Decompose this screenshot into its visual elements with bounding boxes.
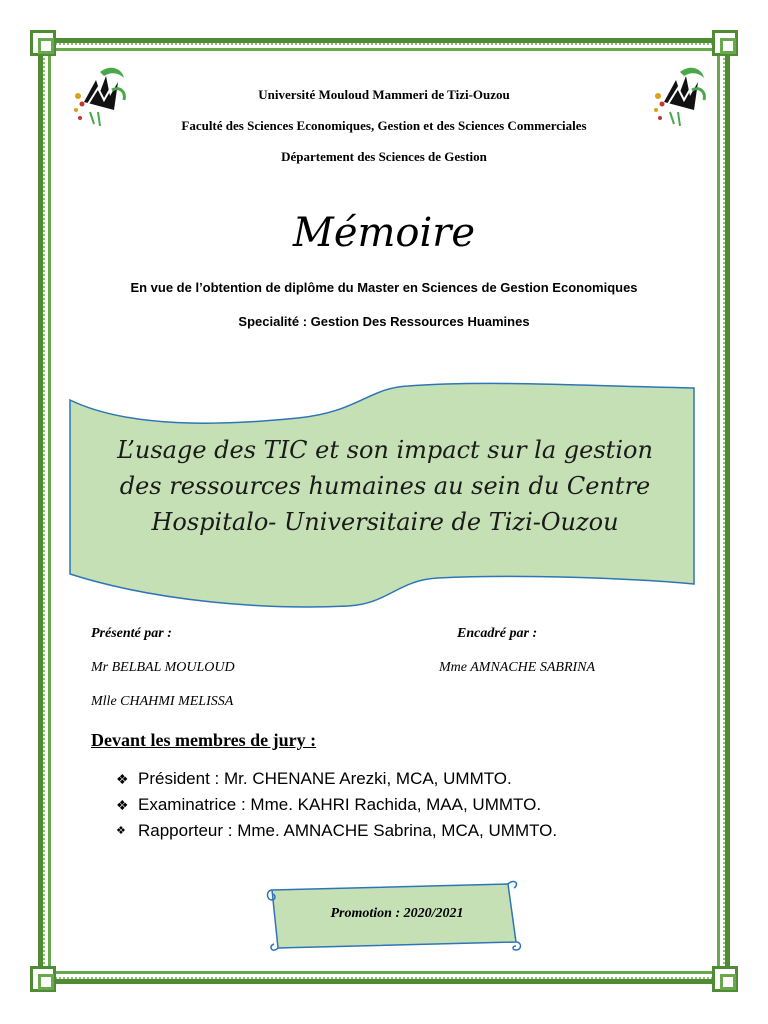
jury-member-text: Examinatrice : Mme. KAHRI Rachida, MAA, UMMTO.	[138, 795, 542, 814]
diamond-bullet-icon: ❖	[116, 771, 129, 787]
jury-member-text: Président : Mr. CHENANE Arezki, MCA, UMMTO.	[138, 769, 512, 788]
supervisor-name: Mme AMNACHE SABRINA	[439, 660, 596, 675]
corner-ornament-top-right	[712, 30, 738, 56]
jury-member	[116, 766, 557, 792]
thesis-title	[110, 432, 660, 540]
jury-list	[116, 766, 557, 844]
corner-ornament-bottom-right	[712, 966, 738, 992]
department-name: Département des Sciences de Gestion	[281, 149, 487, 164]
promotion-year: Promotion : 2020/2021	[330, 906, 464, 921]
university-name: Université Mouloud Mammeri de Tizi-Ouzou	[258, 87, 510, 102]
jury-member	[116, 818, 557, 844]
corner-ornament-bottom-left	[30, 966, 56, 992]
author-2: Mlle CHAHMI MELISSA	[91, 694, 234, 709]
jury-heading: Devant les membres de jury :	[91, 730, 317, 750]
degree-purpose: En vue de l’obtention de diplôme du Master en Sciences de Gestion Economiques	[130, 280, 638, 295]
specialty: Specialité : Gestion Des Ressources Huamines	[238, 314, 530, 329]
corner-ornament-top-left	[30, 30, 56, 56]
thesis-title-line-3: Hospitalo- Universitaire de Tizi-Ouzou	[151, 508, 619, 536]
faculty-name: Faculté des Sciences Economiques, Gestion et des Sciences Commerciales	[181, 118, 587, 133]
jury-member	[116, 792, 557, 818]
supervised-by-label: Encadré par :	[457, 626, 538, 641]
author-1: Mr BELBAL MOULOUD	[91, 660, 235, 675]
presented-by-label: Présenté par :	[91, 626, 172, 641]
document-type-title: Mémoire	[292, 210, 476, 256]
jury-member-text: Rapporteur : Mme. AMNACHE Sabrina, MCA, UMMTO.	[138, 821, 558, 840]
thesis-title-line-2: des ressources humaines au sein du Centre	[119, 472, 651, 500]
thesis-title-line-1: L’usage des TIC et son impact sur la gestion	[117, 436, 653, 464]
diamond-bullet-icon: ❖	[116, 797, 129, 813]
diamond-bullet-icon: ❖	[116, 825, 126, 837]
